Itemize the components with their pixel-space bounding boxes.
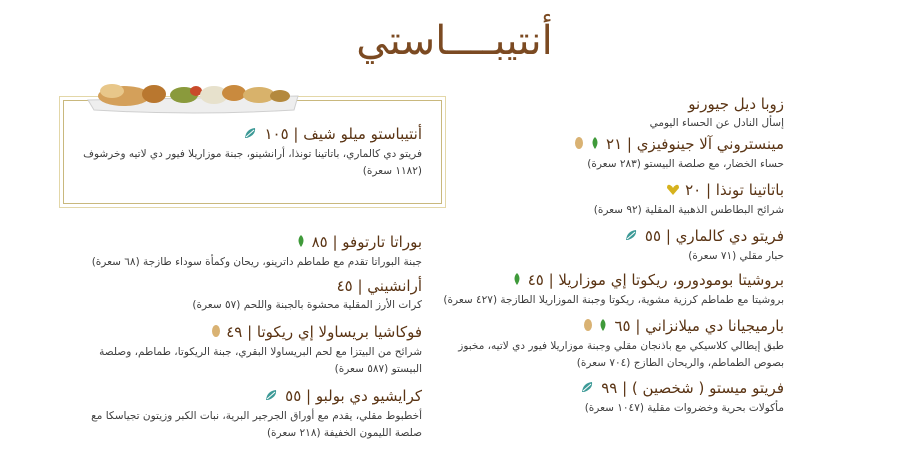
item-name: كرايشيو دي بولبو | ٥٥ [285, 387, 422, 405]
seafood-icon [624, 228, 640, 242]
vegetarian-leaf-icon [597, 318, 609, 332]
item-name: بوراتا تارتوفو | ٨٥ [311, 233, 422, 251]
item-description: جبنة البوراتا تقدم مع طماطم داترينو، ريحان وكمأة سوداء طازجة (٦٨ سعرة) [91, 255, 422, 268]
menu-item [650, 94, 784, 131]
menu-item [458, 316, 784, 371]
menu-item [99, 322, 422, 377]
menu-item [575, 378, 784, 416]
item-description: حساء الخضار، مع صلصة البيستو (٢٨٣ سعرة) [587, 157, 784, 170]
item-name: باتاتينا تونذا | ٢٠ [685, 181, 784, 199]
item-name: فوكاشيا بريساولا إي ريكوتا | ٤٩ [226, 323, 422, 341]
nut-icon [574, 136, 584, 150]
seafood-icon [243, 126, 259, 140]
item-description: إسأل النادل عن الحساء اليومي [649, 117, 784, 129]
menu-item [192, 276, 422, 313]
page-title: أنتيبــــاستي [356, 18, 553, 64]
food-plate-image [84, 80, 302, 115]
menu-item [91, 386, 422, 441]
item-description: أخطبوط مقلي، يقدم مع أوراق الجرجير البرية، نبات الكبر وزيتون تجياسكا مع [91, 409, 422, 422]
item-description: البيستو (٥٨٧ سعرة) [334, 362, 422, 375]
featured-item [83, 124, 422, 179]
item-description: (١١٨٢ سعرة) [362, 164, 422, 177]
item-name: أنتيباستو ميلو شيف | ١٠٥ [264, 125, 422, 143]
item-description: حبار مقلي (٧١ سعرة) [688, 249, 784, 262]
item-name: زوبا ديل جيورنو [688, 95, 784, 113]
vegetarian-leaf-icon [511, 272, 523, 286]
item-name: بروشيتا بومودورو، ريكوتا إي موزاريلا | ٤٥ [527, 271, 784, 289]
nut-icon [211, 324, 221, 338]
item-description: مأكولات بحرية وخضروات مقلية (١٠٤٧ سعرة) [584, 401, 784, 414]
menu-item [569, 134, 784, 172]
item-name: مينستروني آلا جينوفيزي | ٢١ [606, 135, 784, 153]
vegetarian-leaf-icon [589, 136, 601, 150]
item-description: بروشيتا مع طماطم كرزية مشوية، ريكوتا وجبنة الموزاريلا الطازجة (٤٢٧ سعرة) [443, 293, 784, 306]
item-description: طبق إيطالي كلاسيكي مع باذنجان مقلي وجبنة موزاريلا فيور دي لاتيه، مخبوز [458, 339, 784, 352]
item-name: أرانشيني | ٤٥ [336, 277, 422, 295]
item-name: فريتو دي كالماري | ٥٥ [644, 227, 784, 245]
item-description: شرائح من البيتزا مع لحم البريساولا البقري، جبنة الريكوتا، طماطم، وصلصة [99, 345, 422, 358]
menu-item [594, 180, 784, 218]
menu-item [443, 270, 784, 308]
item-description: صلصة الليمون الخفيفة (٢١٨ سعرة) [266, 426, 422, 439]
menu-item [92, 232, 422, 270]
menu-item [619, 226, 784, 264]
nut-icon [583, 318, 593, 332]
item-name: بارميجيانا دي ميلانزاني | ٦٥ [614, 317, 784, 335]
heart-icon [666, 184, 680, 196]
item-description: بصوص الطماطم، والريحان الطازج (٧٠٤ سعرة) [576, 356, 784, 369]
vegetarian-leaf-icon [295, 234, 307, 248]
item-name: فريتو ميستو ( شخصين ) | ٩٩ [601, 379, 784, 397]
seafood-icon [264, 388, 280, 402]
item-description: كرات الأرز المقلية محشوة بالجبنة واللحم (٥٧ سعرة) [192, 299, 422, 311]
item-description: فريتو دي كالماري، باتاتينا تونذا، أرانشينو، جبنة موزاريلا فيور دي لاتيه وخرشوف [83, 147, 422, 160]
seafood-icon [580, 380, 596, 394]
item-description: شرائح البطاطس الذهبية المقلية (٩٢ سعرة) [593, 203, 784, 216]
